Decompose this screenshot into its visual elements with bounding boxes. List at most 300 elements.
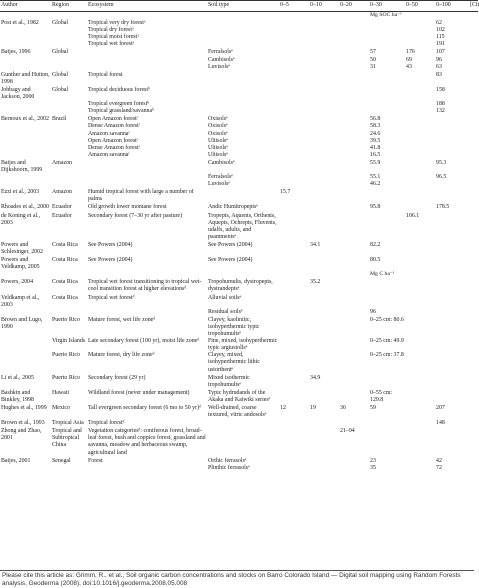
table-cell [339, 19, 369, 27]
table-cell [87, 159, 207, 174]
table-cell [435, 152, 469, 159]
table-cell: 80.5 [370, 257, 381, 264]
table-cell: Wildland forest (never under management) [88, 389, 190, 396]
table-cell [339, 86, 369, 101]
table-row [0, 352, 478, 373]
table-cell [309, 294, 339, 309]
table-cell [309, 419, 339, 427]
col-depth-0-50-header: 0–50 [405, 1, 435, 12]
table-cell [0, 64, 51, 71]
table-cell [279, 27, 309, 34]
table-cell [279, 389, 309, 404]
table-cell [435, 352, 469, 373]
table-cell [339, 131, 369, 138]
table-cell [279, 181, 309, 188]
table-cell [309, 27, 339, 34]
table-cell [309, 48, 339, 56]
table-cell: Alluvial soilsᵉ [208, 294, 242, 301]
table-cell [339, 123, 369, 130]
table-cell [469, 41, 478, 48]
table-cell [369, 419, 405, 427]
table-cell: Vegetation categoriesᵈ: coniferous forest, broad-leaf forest, bush and coppice forest, grassland and savanna, meadow and herbaceous swamp, agricultural land [88, 428, 206, 456]
table-cell [435, 278, 469, 293]
table-cell [87, 465, 207, 472]
table-cell [279, 41, 309, 48]
table-cell [279, 145, 309, 152]
table-cell: 34.1 [310, 241, 321, 248]
table-cell: 82.2 [370, 241, 381, 248]
table-cell [207, 101, 279, 108]
table-cell [405, 19, 435, 27]
table-cell [369, 34, 405, 41]
table-cell [405, 41, 435, 48]
table-row [0, 101, 478, 108]
table-cell [405, 131, 435, 138]
table-cell: 63 [436, 63, 442, 70]
table-cell: Global [52, 86, 69, 93]
table-cell: Batjes and Dijkshoorn, 1999 [1, 159, 43, 173]
unit-label: Mg SOC ha⁻¹ [370, 12, 402, 18]
table-cell [405, 34, 435, 41]
table-cell [339, 181, 369, 188]
table-cell: Tropical very dry forestᵃ [88, 20, 146, 27]
table-cell: 72 [436, 464, 442, 471]
table-cell [0, 27, 51, 34]
table-cell [405, 108, 435, 115]
table-cell [405, 203, 435, 211]
table-row [0, 108, 478, 115]
table-cell [309, 34, 339, 41]
table-cell [279, 86, 309, 101]
col-depth-0-10-header: 0–10 [309, 1, 339, 12]
table-cell: 31 [370, 63, 376, 70]
table-cell [309, 138, 339, 145]
table-cell [339, 57, 369, 64]
table-row [0, 138, 478, 145]
table-cell: Tall evergreen secondary forest (6 mo to 50 yr)ᵈ [88, 404, 201, 411]
table-cell: Tropical forest [88, 71, 123, 78]
table-cell: Costa Rica [52, 294, 78, 301]
table-cell [435, 145, 469, 152]
table-cell: Brown et al., 1993 [1, 420, 45, 427]
table-cell [469, 86, 478, 101]
col-depth-0-5-header: 0–5 [279, 1, 309, 12]
table-cell [51, 152, 87, 159]
table-cell: Tropical grassland/savannaᵇ [88, 108, 154, 115]
table-cell [405, 101, 435, 108]
table-cell: See Powers (2004) [88, 257, 133, 264]
table-cell [469, 212, 478, 241]
table-cell [405, 241, 435, 256]
table-cell: 41.8 [370, 144, 381, 151]
table-cell [279, 57, 309, 64]
table-cell [435, 256, 469, 271]
table-cell [339, 465, 369, 472]
table-cell: 96 [436, 56, 442, 63]
table-cell: Plinthic ferrasolsᵉ [208, 464, 250, 471]
table-cell [469, 34, 478, 41]
table-cell [279, 34, 309, 41]
table-cell [0, 41, 51, 48]
table-cell [339, 316, 369, 338]
table-cell: Luvisolsᵉ [208, 63, 230, 70]
table-cell: 15.7 [280, 189, 291, 196]
table-cell: Amazon [52, 159, 72, 166]
table-row [0, 256, 478, 271]
table-cell [0, 181, 51, 188]
table-cell: Amazon savannaᶜ [88, 130, 130, 137]
table-cell [469, 138, 478, 145]
table-cell: Ferralsolsᵉ [208, 49, 233, 56]
table-row [0, 212, 478, 241]
table-cell: Jobbagy and Jackson, 2000 [1, 86, 35, 101]
table-cell [369, 374, 405, 389]
table-cell [309, 427, 339, 456]
table-cell: 57 [370, 49, 376, 56]
table-cell [405, 123, 435, 130]
table-cell [405, 188, 435, 203]
table-cell: Bernoux et al., 2002 [1, 116, 49, 123]
table-cell [339, 101, 369, 108]
table-cell [87, 64, 207, 71]
col-depth-0-30-header: 0–30 [369, 1, 405, 12]
table-cell [469, 316, 478, 338]
table-cell [279, 465, 309, 472]
table-cell [469, 152, 478, 159]
table-cell [339, 352, 369, 373]
table-cell: Tropohumults, dystropepts, dystrandeptsᵉ [208, 279, 273, 293]
table-cell [309, 41, 339, 48]
table-row [0, 465, 478, 472]
table-cell [405, 159, 435, 174]
table-cell: 16.5 [370, 151, 381, 158]
table-cell: Tropical deciduous forestᵇ [88, 86, 150, 93]
table-cell [405, 352, 435, 373]
table-cell: 46.2 [370, 181, 381, 188]
table-row [0, 457, 478, 465]
table-cell: Secondary forest (29 yr) [88, 374, 146, 381]
table-cell [279, 19, 309, 27]
table-row [0, 203, 478, 211]
table-cell [469, 64, 478, 71]
table-cell [339, 64, 369, 71]
table-cell [279, 64, 309, 71]
table-cell [51, 57, 87, 64]
table-cell: 178.5 [436, 204, 450, 211]
table-row [0, 294, 478, 309]
table-cell: Late secondary forest (100 yr), moist life zoneᵈ [88, 338, 200, 345]
table-cell [339, 145, 369, 152]
table-cell [0, 465, 51, 472]
table-cell [469, 457, 478, 465]
table-cell: 19 [310, 404, 316, 411]
table-cell [405, 152, 435, 159]
table-cell [469, 419, 478, 427]
table-cell: Cambisolsᵉ [208, 56, 235, 63]
table-cell [51, 123, 87, 130]
table-cell [339, 108, 369, 115]
table-cell: Rhoades et al., 2000 [1, 204, 49, 211]
table-cell [339, 278, 369, 293]
table-cell [309, 389, 339, 404]
table-row [0, 309, 478, 316]
table-cell: 176 [406, 49, 415, 56]
table-cell [469, 48, 478, 56]
table-cell [309, 57, 339, 64]
table-cell [405, 71, 435, 86]
table-cell: Orthic ferrasolsᵉ [208, 457, 247, 464]
table-cell [435, 338, 469, 352]
col-depth-0-100-header: 0–100 [435, 1, 469, 12]
table-cell [309, 256, 339, 271]
table-cell [309, 465, 339, 472]
table-cell [309, 181, 339, 188]
table-cell [51, 145, 87, 152]
table-cell [279, 203, 309, 211]
table-row [0, 34, 478, 41]
table-cell: Mature forest, wet life zoneᵈ [88, 316, 156, 323]
table-cell: 95.8 [370, 204, 381, 211]
table-cell [469, 27, 478, 34]
table-cell: Tropical wet forest transitioning to tropical wet-cool transition forest at higher elevationsᵈ [88, 279, 202, 293]
table-cell [0, 101, 51, 108]
table-cell: Forest [88, 457, 103, 464]
table-cell [309, 159, 339, 174]
table-cell [339, 294, 369, 309]
table-cell [339, 203, 369, 211]
table-row [0, 41, 478, 48]
table-cell: Global [52, 49, 69, 56]
table-cell: Ultisolsᵉ [208, 151, 228, 158]
table-cell [339, 159, 369, 174]
table-cell [369, 71, 405, 86]
table-cell [279, 338, 309, 352]
table-cell: Residual soilsᵉ [208, 308, 243, 315]
table-cell [309, 145, 339, 152]
table-cell [469, 427, 478, 456]
table-cell [207, 41, 279, 48]
table-row [0, 123, 478, 130]
table-cell [469, 374, 478, 389]
table-cell [369, 294, 405, 309]
table-cell: 62 [436, 20, 442, 27]
table-cell: 55.1 [370, 174, 381, 181]
table-row [0, 27, 478, 34]
table-cell [469, 256, 478, 271]
table-cell [405, 256, 435, 271]
citation-footer: Please cite this article as: Grimm, R., et al., Soil organic carbon concentrations and stocks on Barro Colorado Island — Digital soil mapping using Random Forests analysis, Geoderma (2008), doi:10.1016/j.geoderma.2008.05.008 [0, 570, 474, 588]
table-cell [469, 115, 478, 123]
table-cell [279, 352, 309, 373]
table-cell [405, 181, 435, 188]
table-cell: de Koning et al., 2003 [1, 212, 41, 226]
table-cell: Ecuador [52, 204, 72, 211]
table-cell [0, 352, 51, 373]
table-cell: Dense Amazon forestᶜ [88, 144, 141, 151]
table-cell [435, 131, 469, 138]
table-cell: 148 [436, 420, 445, 427]
table-cell: Ecuador [52, 212, 72, 219]
table-cell [279, 316, 309, 338]
table-cell: Puerto Rico [52, 352, 80, 359]
table-cell [339, 138, 369, 145]
table-cell: 39.5 [370, 137, 381, 144]
table-cell [469, 203, 478, 211]
table-cell [309, 352, 339, 373]
table-cell: Tropical moist forestᵃ [88, 34, 139, 41]
col-region-header: Region [51, 1, 87, 12]
table-cell [279, 374, 309, 389]
table-cell: 95.3 [436, 159, 447, 166]
table-cell [435, 316, 469, 338]
table-cell [0, 309, 51, 316]
table-cell: 207 [436, 404, 445, 411]
table-cell: 0–25 cm: 37.8 [370, 352, 404, 359]
table-row [0, 159, 478, 174]
table-cell: Humid tropical forest with large a number of palms [88, 189, 194, 203]
table-cell [309, 19, 339, 27]
table-cell [405, 427, 435, 456]
table-row [0, 71, 478, 86]
table-cell [469, 145, 478, 152]
table-row [0, 57, 478, 64]
table-cell [339, 212, 369, 241]
unit-row-c [0, 271, 478, 278]
table-cell [339, 71, 369, 86]
table-cell [435, 389, 469, 404]
table-cell [405, 374, 435, 389]
table-cell [405, 338, 435, 352]
table-cell: 96 [370, 308, 376, 315]
table-cell: 34.9 [310, 374, 321, 381]
table-cell [339, 389, 369, 404]
table-cell [369, 86, 405, 101]
table-cell: Costa Rica [52, 279, 78, 286]
table-cell: Oxisolsᵉ [208, 123, 228, 130]
table-row [0, 427, 478, 456]
table-cell: See Powers (2004) [208, 257, 253, 264]
table-cell: Tropical wet forestᵃ [88, 41, 135, 48]
table-cell [207, 419, 279, 427]
table-cell [207, 34, 279, 41]
table-cell: Global [52, 20, 69, 27]
table-cell [339, 27, 369, 34]
table-row [0, 278, 478, 293]
table-cell [469, 465, 478, 472]
table-cell [405, 294, 435, 309]
table-cell [309, 203, 339, 211]
table-cell [279, 159, 309, 174]
table-cell [309, 86, 339, 101]
table-cell [339, 374, 369, 389]
table-cell: 21–94 [340, 428, 355, 435]
table-cell [309, 316, 339, 338]
table-cell: Batjes, 2001 [1, 457, 31, 464]
table-cell [309, 108, 339, 115]
table-cell [51, 34, 87, 41]
col-depth-0-20-header: 0–20 [339, 1, 369, 12]
table-cell [369, 27, 405, 34]
table-cell [309, 115, 339, 123]
table-cell [87, 181, 207, 188]
table-cell [51, 101, 87, 108]
table-row [0, 316, 478, 338]
table-cell [405, 138, 435, 145]
table-row [0, 64, 478, 71]
table-cell: Clayey, kaolinitic, isohyperthermic typic tropohumultsᵉ [208, 316, 260, 338]
table-cell [405, 419, 435, 427]
table-cell: Puerto Rico [52, 316, 80, 323]
table-cell [279, 294, 309, 309]
col-ecosystem-header: Ecosystem [87, 1, 207, 12]
table-cell [405, 465, 435, 472]
table-cell [469, 181, 478, 188]
table-cell: See Powers (2004) [208, 241, 253, 248]
table-cell [0, 123, 51, 130]
table-cell: 35 [370, 464, 376, 471]
table-cell [469, 278, 478, 293]
table-cell [469, 188, 478, 203]
table-cell: 59 [370, 404, 376, 411]
table-cell: Veldkamp et al., 2003 [1, 294, 40, 308]
table-cell: Tropical and Subtropical China [52, 428, 82, 449]
table-cell [309, 174, 339, 181]
table-cell: Tropical wet forestᵈ [88, 294, 135, 301]
table-cell: Brazil [52, 116, 67, 123]
table-cell [309, 131, 339, 138]
table-cell: Powers, 2004 [1, 279, 34, 286]
table-cell [51, 174, 87, 181]
table-cell [51, 108, 87, 115]
table-cell: 0–25 cm: 49.9 [370, 338, 404, 345]
table-cell [279, 115, 309, 123]
table-cell: Ferralsolsᵉ [208, 174, 233, 181]
table-cell [279, 152, 309, 159]
table-cell [469, 108, 478, 115]
table-cell [207, 19, 279, 27]
table-cell: 12 [280, 404, 286, 411]
table-cell [339, 34, 369, 41]
table-cell [87, 309, 207, 316]
table-cell [435, 138, 469, 145]
table-cell [339, 338, 369, 352]
table-cell [279, 123, 309, 130]
table-cell: 56.8 [370, 116, 381, 123]
table-cell: Amazon [52, 189, 72, 196]
table-cell [309, 101, 339, 108]
table-cell [87, 48, 207, 56]
table-cell [435, 181, 469, 188]
table-cell [469, 19, 478, 27]
table-cell: Luvisolsᵉ [208, 181, 230, 188]
table-cell: Tropepts, Aquents, Orthents, Aquepts, Ochrepts, Fluvents, udalfs, udults, and psammentsᵉ [208, 212, 277, 240]
table-cell [279, 48, 309, 56]
table-cell [469, 57, 478, 64]
table-cell [339, 115, 369, 123]
table-cell [87, 57, 207, 64]
table-cell [435, 294, 469, 309]
table-cell [309, 188, 339, 203]
table-cell [0, 131, 51, 138]
table-cell [405, 86, 435, 101]
table-cell: 0–55 cm: 129.8 [370, 389, 393, 403]
table-cell [309, 338, 339, 352]
table-cell [0, 338, 51, 352]
table-cell [469, 294, 478, 309]
table-cell [51, 181, 87, 188]
table-cell [309, 64, 339, 71]
table-cell [339, 174, 369, 181]
